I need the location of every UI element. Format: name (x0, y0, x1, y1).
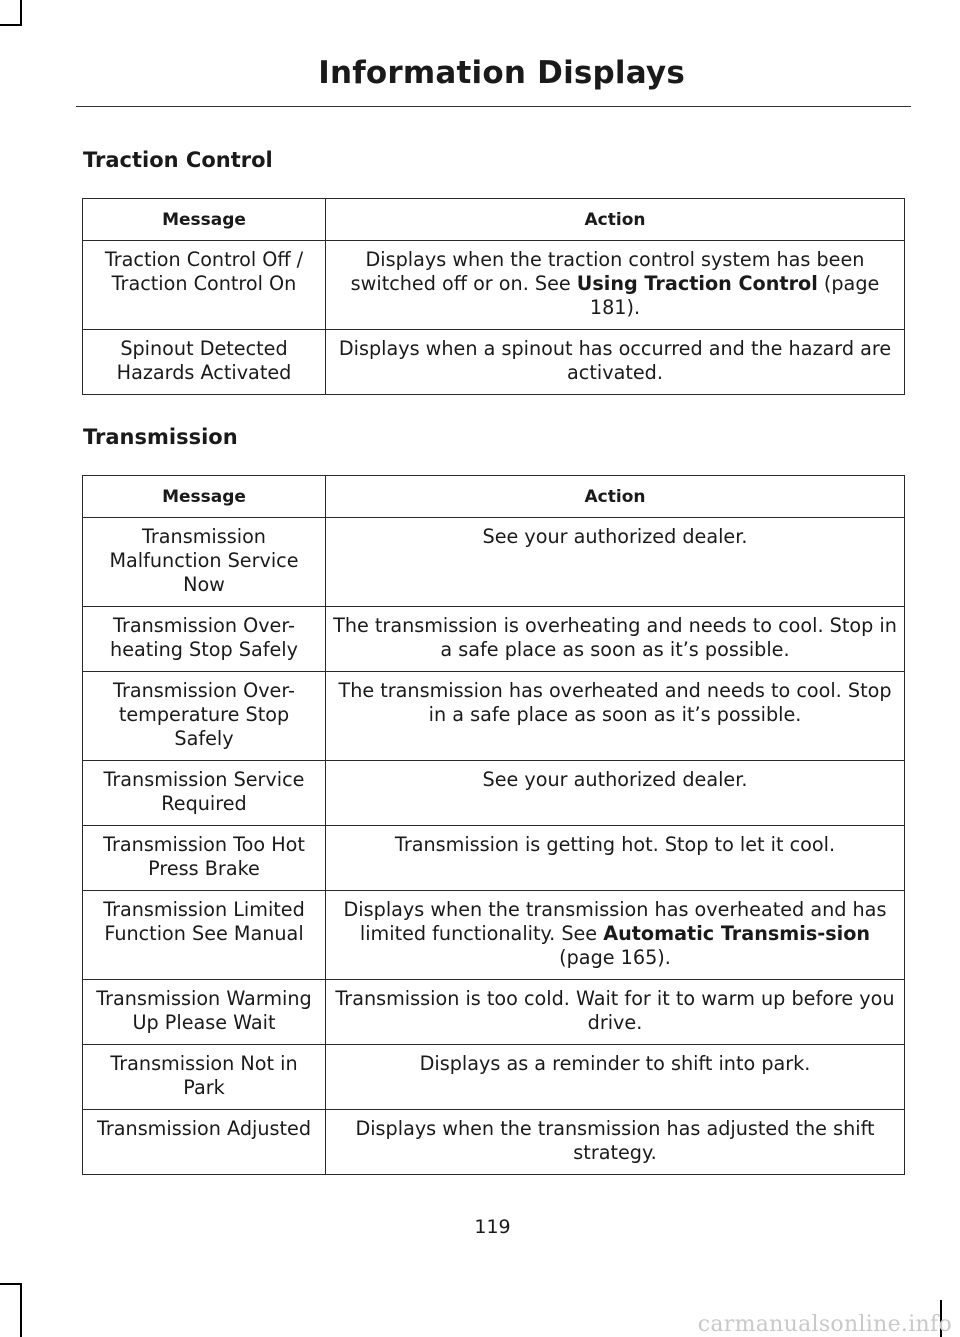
table-row (83, 761, 905, 826)
action-cell: Displays as a reminder to shift into park. (326, 1045, 905, 1110)
message-cell: Transmission Service Required (83, 761, 326, 826)
transmission-heading: Transmission (83, 425, 238, 449)
action-column-header: Action (326, 199, 905, 241)
action-text: Displays when the traction control system has been switched off or on. See (350, 248, 865, 295)
action-cell: Displays when a spinout has occurred and the hazard are activated. (326, 330, 905, 395)
action-cell: Transmission is getting hot. Stop to let it cool. (326, 826, 905, 891)
table-row (83, 826, 905, 891)
page-number: 119 (474, 1216, 511, 1238)
transmission-table (82, 475, 905, 1175)
action-cell: Transmission is too cold. Wait for it to warm up before you drive. (326, 980, 905, 1045)
watermark: carmanualsonline.info (697, 1312, 952, 1337)
action-cell: Displays when the transmission has adjusted the shift strategy. (326, 1110, 905, 1175)
message-cell: Spinout Detected Hazards Activated (83, 330, 326, 395)
action-cell (326, 241, 905, 330)
action-cell: The transmission has overheated and needs to cool. Stop in a safe place as soon as it’s possible. (326, 672, 905, 761)
table-row (83, 1110, 905, 1175)
table-row (83, 518, 905, 607)
title-divider (76, 106, 911, 107)
action-text: Displays when the transmission has overheated and has limited functionality. See (343, 898, 887, 945)
action-cell: The transmission is overheating and needs to cool. Stop in a safe place as soon as it’s possible. (326, 607, 905, 672)
message-cell: Transmission Over-temperature Stop Safely (83, 672, 326, 761)
action-cell (326, 891, 905, 980)
crop-mark (0, 24, 20, 26)
message-cell: Transmission Not in Park (83, 1045, 326, 1110)
page-reference-link[interactable]: Using Traction Control (576, 272, 818, 295)
table-row (83, 241, 905, 330)
page-title: Information Displays (318, 55, 685, 91)
page-reference-link[interactable]: Automatic Transmis-sion (603, 922, 871, 945)
table-row (83, 980, 905, 1045)
page-reference-number: (page 165). (559, 946, 671, 969)
message-column-header: Message (83, 199, 326, 241)
table-row (83, 891, 905, 980)
message-cell: Traction Control Off / Traction Control On (83, 241, 326, 330)
table-row (83, 1045, 905, 1110)
message-cell: Transmission Malfunction Service Now (83, 518, 326, 607)
table-header-row (83, 199, 905, 241)
table-header-row (83, 476, 905, 518)
crop-mark (20, 0, 22, 26)
message-column-header: Message (83, 476, 326, 518)
action-cell: See your authorized dealer. (326, 518, 905, 607)
crop-mark (20, 1283, 22, 1337)
page-reference-number: (page 181). (589, 272, 880, 319)
message-cell: Transmission Adjusted (83, 1110, 326, 1175)
table-row (83, 607, 905, 672)
traction-control-heading: Traction Control (83, 148, 273, 172)
crop-mark (0, 1283, 20, 1285)
message-cell: Transmission Over-heating Stop Safely (83, 607, 326, 672)
table-row (83, 330, 905, 395)
table-row (83, 672, 905, 761)
action-cell: See your authorized dealer. (326, 761, 905, 826)
traction-control-table (82, 198, 905, 395)
message-cell: Transmission Limited Function See Manual (83, 891, 326, 980)
message-cell: Transmission Warming Up Please Wait (83, 980, 326, 1045)
action-column-header: Action (326, 476, 905, 518)
message-cell: Transmission Too Hot Press Brake (83, 826, 326, 891)
